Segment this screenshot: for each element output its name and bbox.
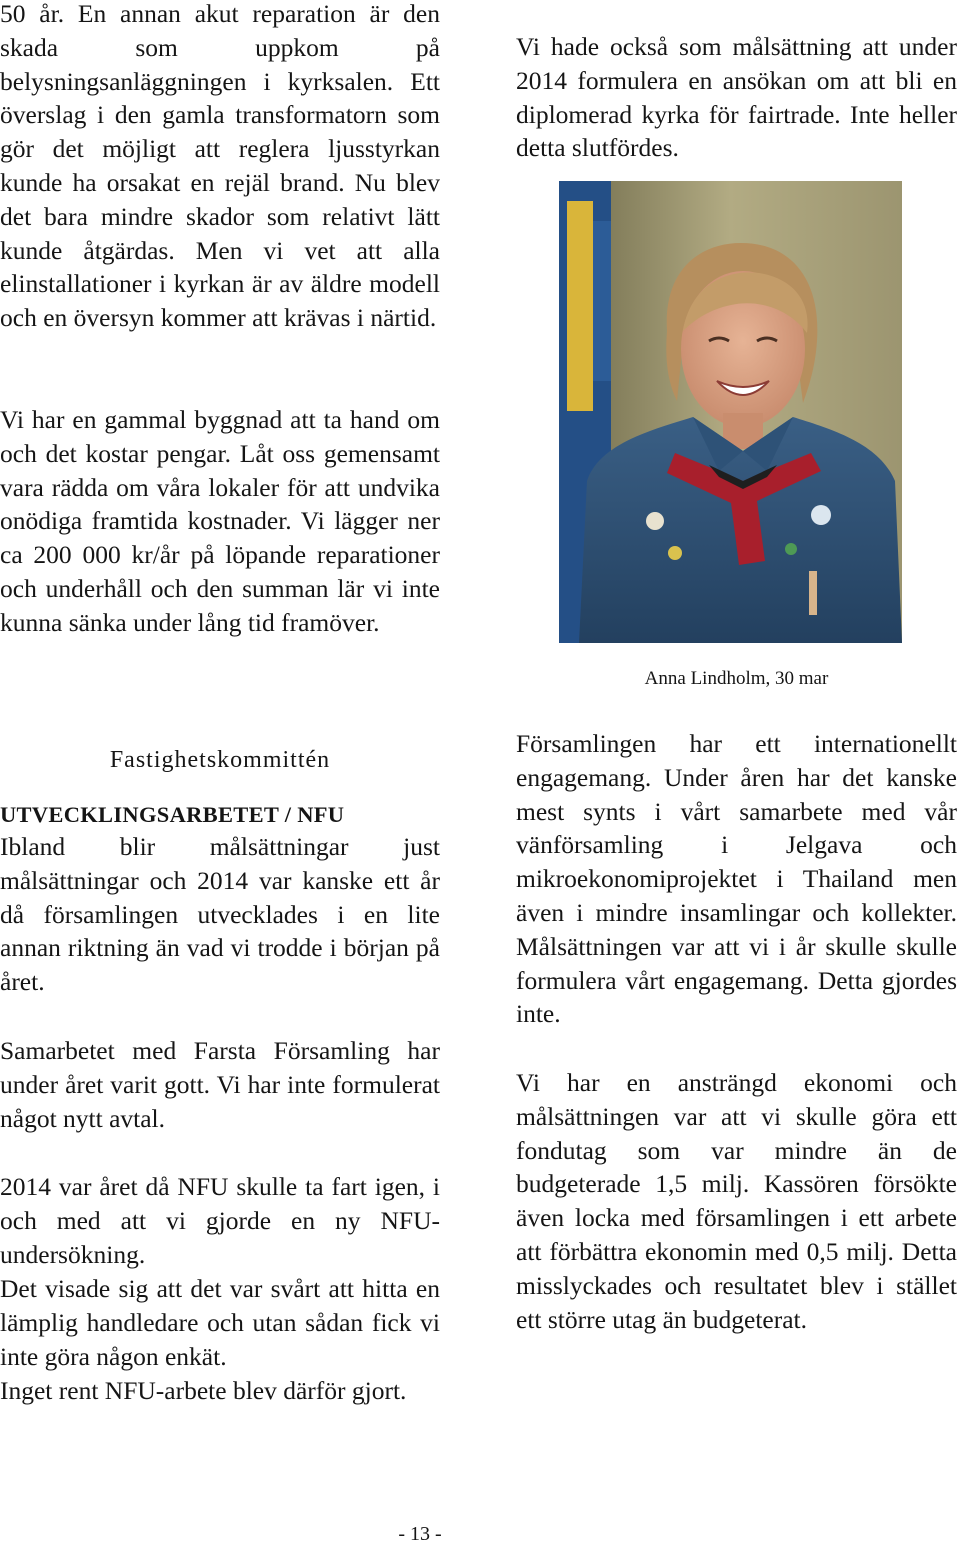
- paragraph-international: Församlingen har ett internationellt engagemang. Under åren har det kanske mest synts i vårt samarbete med vår vänförsamling i Jelgava och mikroekonomiprojektet i Thailand men även i mindre insamlingar och kollekter. Målsättningen var att vi i år skulle skulle formulera vårt engagemang. Detta gjordes inte.: [516, 729, 957, 1029]
- paragraph-goals: Ibland blir målsättningar just målsättningar och 2014 var kanske ett år då församlingen utvecklades i en lite annan riktning än vad vi trodde i början på året.: [0, 832, 440, 997]
- paragraph-electrical: 50 år. En annan akut reparation är den skada som uppkom på belysningsanläggningen i kyrksalen. Ett överslag i den gamla transformatorn som gör det möjligt att reglera ljusstyrkan kunde ha orsakat en rejäl brand. Nu blev det bara mindre skador som relativt lätt kunde åtgärdas. Men vi vet att alla elinstallationer i kyrkan är av äldre modell och en översyn kommer att krävas i närtid.: [0, 0, 440, 333]
- paragraph-nfu-result: Inget rent NFU-arbete blev därför gjort.: [0, 1376, 407, 1405]
- paragraph-nfu-handledare: Det visade sig att det var svårt att hitta en lämplig handledare och utan sådan fick vi inte göra någon enkät.: [0, 1274, 440, 1371]
- page-number: - 13 -: [398, 1523, 442, 1545]
- paragraph-economy: Vi har en ansträngd ekonomi och målsättningen var att vi skulle göra ett fondutag som var mindre än de budgeterade 1,5 milj. Kassören försökte även locka med församlingen i ett arbete att förbättra ekonomin med 0,5 milj. Detta misslyckades och resultatet blev i stället ett större utag än budgeterat.: [516, 1068, 957, 1334]
- paragraph-nfu-start: 2014 var året då NFU skulle ta fart igen, i och med att vi gjorde en ny NFU-undersökning.: [0, 1172, 440, 1269]
- section-heading-utvecklingsarbetet: UTVECKLINGSARBETET / NFU: [0, 802, 345, 827]
- signature-fastighetskommitten: Fastighetskommittén: [109, 747, 331, 773]
- paragraph-farsta: Samarbetet med Farsta Församling har under året varit gott. Vi har inte formulerat något nytt avtal.: [0, 1036, 440, 1133]
- paragraph-fairtrade: Vi hade också som målsättning att under 2014 formulera en ansökan om att bli en diplomerad kyrka för fairtrade. Inte heller detta slutfördes.: [516, 32, 957, 163]
- portrait-photo: [559, 181, 902, 643]
- paragraph-building-costs: Vi har en gammal byggnad att ta hand om och det kostar pengar. Låt oss gemensamt vara rädda om våra lokaler för att undvika onödiga framtida kostnader. Vi lägger ner ca 200 000 kr/år på löpande reparationer och underhåll och den summan lär vi inte kunna sänka under lång tid framöver.: [0, 405, 440, 637]
- photo-caption: Anna Lindholm, 30 mar: [644, 668, 829, 689]
